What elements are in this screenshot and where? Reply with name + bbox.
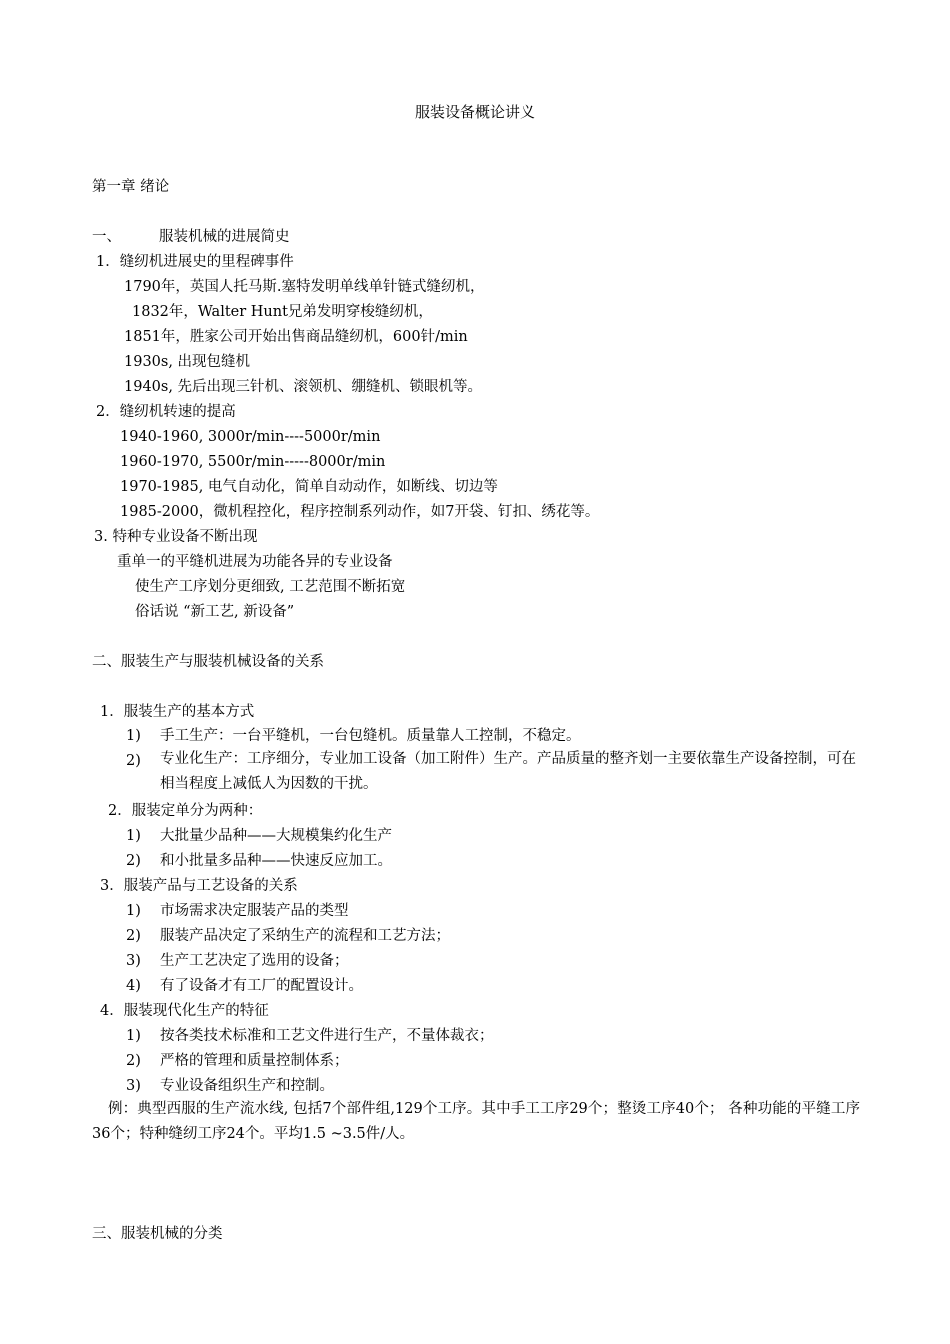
section2-heading: 二、服装生产与服装机械设备的关系 — [92, 654, 324, 670]
list-item: 和小批量多品种——快速反应加工。 — [160, 853, 392, 869]
section3-heading: 三、服装机械的分类 — [92, 1226, 223, 1242]
document-title: 服装设备概论讲义 — [414, 103, 535, 121]
list-item: 1851年，胜家公司开始出售商品缝纫机，600针/min — [124, 329, 468, 345]
list-number: 1) — [126, 1028, 141, 1044]
list-item: 服装产品决定了采纳生产的流程和工艺方法； — [160, 928, 450, 944]
list-item: 重单一的平缝机进展为功能各异的专业设备 — [117, 554, 393, 570]
list-item: 专业设备组织生产和控制。 — [160, 1078, 334, 1094]
list-item: 严格的管理和质量控制体系； — [160, 1053, 349, 1069]
sub-heading: 1．服装生产的基本方式 — [100, 704, 255, 720]
list-number: 1) — [126, 728, 141, 744]
list-number: 3) — [126, 953, 141, 969]
list-item: 1940s, 先后出现三针机、滚领机、绷缝机、锁眼机等。 — [124, 379, 483, 395]
list-number: 2) — [126, 1053, 141, 1069]
list-number: 2) — [126, 928, 141, 944]
sub-heading: 4．服装现代化生产的特征 — [100, 1003, 269, 1019]
section1-heading: 服装机械的进展简史 — [159, 229, 290, 245]
list-item: 有了设备才有工厂的配置设计。 — [160, 978, 363, 994]
list-number: 1) — [126, 828, 141, 844]
list-item: 1960-1970, 5500r/min-----8000r/min — [120, 454, 386, 470]
list-item: 1970-1985, 电气自动化，简单自动动作，如断线、切边等 — [120, 479, 498, 495]
list-item: 1985-2000，微机程控化，程序控制系列动作，如7开袋、钉扣、绣花等。 — [120, 504, 600, 520]
sub-heading: 2．服装定单分为两种： — [108, 803, 263, 819]
list-number: 4) — [126, 978, 141, 994]
sub-heading: 2．缝纫机转速的提高 — [96, 404, 236, 420]
list-number: 1) — [126, 903, 141, 919]
list-item: 1930s, 出现包缝机 — [124, 354, 251, 370]
list-item: 大批量少品种——大规模集约化生产 — [160, 828, 392, 844]
list-item: 1940-1960, 3000r/min----5000r/min — [120, 429, 381, 445]
list-number: 2) — [126, 753, 141, 769]
list-item: 专业化生产：工序细分，专业加工设备（加工附件）生产。产品质量的整齐划一主要依靠生产设备控制，可在相当程度上减低人为因数的干扰。 — [160, 751, 856, 792]
sub-heading: 3. 特种专业设备不断出现 — [94, 529, 258, 545]
list-item: 1832年，Walter Hunt兄弟发明穿梭缝纫机， — [132, 304, 433, 320]
example-paragraph: 例：典型西服的生产流水线, 包括7个部件组,129个工序。其中手工工序29个；整烫工序40个； 各种功能的平缝工序36个；特种缝纫工序24个。平均1.5 ~3.5件/人。 — [92, 1101, 860, 1142]
list-number: 3) — [126, 1078, 141, 1094]
list-item: 俗话说 “新工艺, 新设备” — [135, 604, 295, 620]
list-item: 按各类技术标准和工艺文件进行生产，不量体裁衣； — [160, 1028, 494, 1044]
list-item: 市场需求决定服装产品的类型 — [160, 903, 349, 919]
list-item: 使生产工序划分更细致, 工艺范围不断拓宽 — [135, 579, 406, 595]
list-item: 生产工艺决定了选用的设备； — [160, 953, 349, 969]
list-number: 2) — [126, 853, 141, 869]
list-item: 1790年，英国人托马斯.塞特发明单线单针链式缝纫机， — [124, 279, 485, 295]
sub-heading: 3．服装产品与工艺设备的关系 — [100, 878, 298, 894]
sub-heading: 1．缝纫机进展史的里程碑事件 — [96, 254, 294, 270]
list-item: 手工生产：一台平缝机，一台包缝机。质量靠人工控制，不稳定。 — [160, 728, 581, 744]
section1-number: 一、 — [92, 229, 121, 245]
chapter-heading: 第一章 绪论 — [92, 179, 170, 195]
